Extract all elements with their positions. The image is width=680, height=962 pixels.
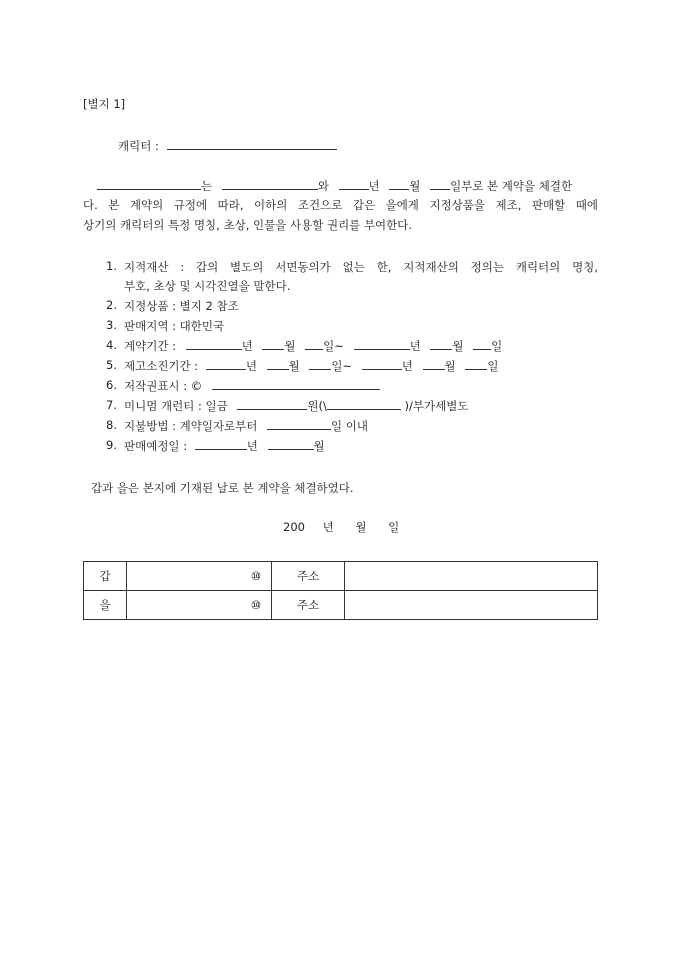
character-line: [118, 138, 337, 154]
item-5-blank-end-day[interactable]: [465, 358, 487, 370]
item-4-blank-start-month[interactable]: [262, 338, 284, 350]
item-8-blank-days[interactable]: [267, 418, 331, 430]
item-5-blank-start-day[interactable]: [309, 358, 331, 370]
intro-text-from: 일부로 본 계약을 체결한: [450, 179, 573, 193]
item-9-line: [124, 438, 325, 454]
item-5-blank-end-month[interactable]: [423, 358, 445, 370]
item-7-number: 7.: [106, 398, 117, 412]
item-7-won: 원(\: [307, 399, 327, 413]
item-4-number: 4.: [106, 338, 117, 352]
item-4-blank-end-day[interactable]: [473, 338, 491, 350]
intro-blank-month[interactable]: [389, 178, 409, 190]
item-6-label: 저작권표시 : ©: [124, 379, 203, 393]
item-2-number: 2.: [106, 298, 117, 312]
item-8-number: 8.: [106, 418, 117, 432]
intro-blank-party-b[interactable]: [222, 178, 318, 190]
intro-text-wa: 와: [317, 179, 329, 193]
item-5-month-2: 월: [444, 359, 456, 373]
item-7-vat: )/부가세별도: [404, 399, 469, 413]
item-4-blank-end-month[interactable]: [430, 338, 452, 350]
item-9-number: 9.: [106, 438, 117, 452]
item-5-blank-start-year[interactable]: [206, 358, 246, 370]
intro-blank-year[interactable]: [339, 178, 369, 190]
table-row: [84, 562, 598, 591]
date-year-prefix: 200: [283, 520, 305, 534]
intro-text-month: 월: [409, 179, 421, 193]
intro-line-1: [97, 178, 572, 194]
address-cell[interactable]: [345, 591, 598, 620]
seal-cell[interactable]: ⑩: [127, 591, 272, 620]
item-9-month: 월: [313, 439, 325, 453]
signing-date: [283, 519, 399, 535]
item-5-number: 5.: [106, 358, 117, 372]
item-7-blank-amount-text[interactable]: [237, 398, 307, 410]
date-year-label: 년: [322, 520, 334, 534]
item-4-line: [124, 338, 502, 354]
item-5-month-1: 월: [288, 359, 300, 373]
item-4-blank-start-year[interactable]: [186, 338, 242, 350]
item-4-blank-end-year[interactable]: [354, 338, 410, 350]
item-3-number: 3.: [106, 318, 117, 332]
signature-table: [83, 561, 598, 620]
character-blank[interactable]: [167, 138, 337, 150]
item-5-year-2: 년: [401, 359, 413, 373]
item-5-label: 제고소진기간 :: [124, 359, 199, 373]
item-5-year-1: 년: [245, 359, 257, 373]
item-6-number: 6.: [106, 378, 117, 392]
item-4-year-1: 년: [241, 339, 253, 353]
intro-blank-day[interactable]: [430, 178, 450, 190]
item-1-line-1: 지적재산 : 갑의 별도의 서면동의가 없는 한, 지적재산의 정의는 캐릭터의 명칭,: [124, 260, 598, 274]
address-label-cell: 주소: [272, 562, 345, 591]
item-1-number: 1.: [106, 259, 117, 273]
item-4-year-2: 년: [409, 339, 421, 353]
character-label: 캐릭터 :: [118, 139, 159, 153]
item-3-text: 판매지역 : 대한민국: [124, 319, 225, 333]
item-5-line: [124, 358, 498, 374]
item-4-day-1: 일~: [323, 339, 344, 353]
closing-statement: 갑과 을은 본지에 기재된 날로 본 계약을 체결하였다.: [91, 481, 354, 495]
item-8-label: 지불방법 : 계약일자로부터: [124, 419, 258, 433]
intro-text-year: 년: [368, 179, 380, 193]
item-4-day-2: 일: [491, 339, 503, 353]
item-9-blank-month[interactable]: [268, 438, 314, 450]
intro-line-2: 다. 본 계약의 규정에 따라, 이하의 조건으로 갑은 을에게 지정상품을 제조, 판매할 때에: [83, 198, 598, 212]
table-row: [84, 591, 598, 620]
item-7-label: 미니멈 개런티 : 일금: [124, 399, 228, 413]
item-9-label: 판매예정일 :: [124, 439, 188, 453]
item-2-text: 지정상품 : 별지 2 참조: [124, 299, 239, 313]
item-4-blank-start-day[interactable]: [305, 338, 323, 350]
intro-line-3: 상기의 캐릭터의 특정 명칭, 초상, 인물을 사용할 권리를 부여한다.: [83, 218, 413, 232]
item-6-line: [124, 378, 380, 394]
item-7-blank-amount-num[interactable]: [327, 398, 401, 410]
item-5-day-1: 일~: [331, 359, 353, 373]
item-8-within: 일 이내: [331, 419, 369, 433]
item-1-line-2: 부호, 초상 및 시각진열을 말한다.: [124, 279, 291, 293]
address-cell[interactable]: [345, 562, 598, 591]
intro-text-neun: 는: [201, 179, 213, 193]
party-cell: 갑: [84, 562, 127, 591]
item-9-year: 년: [246, 439, 258, 453]
item-5-blank-start-month[interactable]: [267, 358, 289, 370]
appendix-label: [별지 1]: [83, 97, 126, 111]
item-5-blank-end-year[interactable]: [362, 358, 402, 370]
seal-cell[interactable]: ⑩: [127, 562, 272, 591]
item-4-month-2: 월: [452, 339, 464, 353]
item-4-label: 계약기간 :: [124, 339, 176, 353]
item-8-line: [124, 418, 368, 434]
item-6-blank-copyright[interactable]: [212, 378, 380, 390]
date-day-label: 일: [388, 520, 400, 534]
party-cell: 을: [84, 591, 127, 620]
address-label-cell: 주소: [272, 591, 345, 620]
item-9-blank-year[interactable]: [195, 438, 247, 450]
item-5-day-2: 일: [487, 359, 499, 373]
item-7-line: [124, 398, 468, 414]
item-4-month-1: 월: [284, 339, 296, 353]
date-month-label: 월: [355, 520, 367, 534]
intro-blank-party-a[interactable]: [97, 178, 201, 190]
